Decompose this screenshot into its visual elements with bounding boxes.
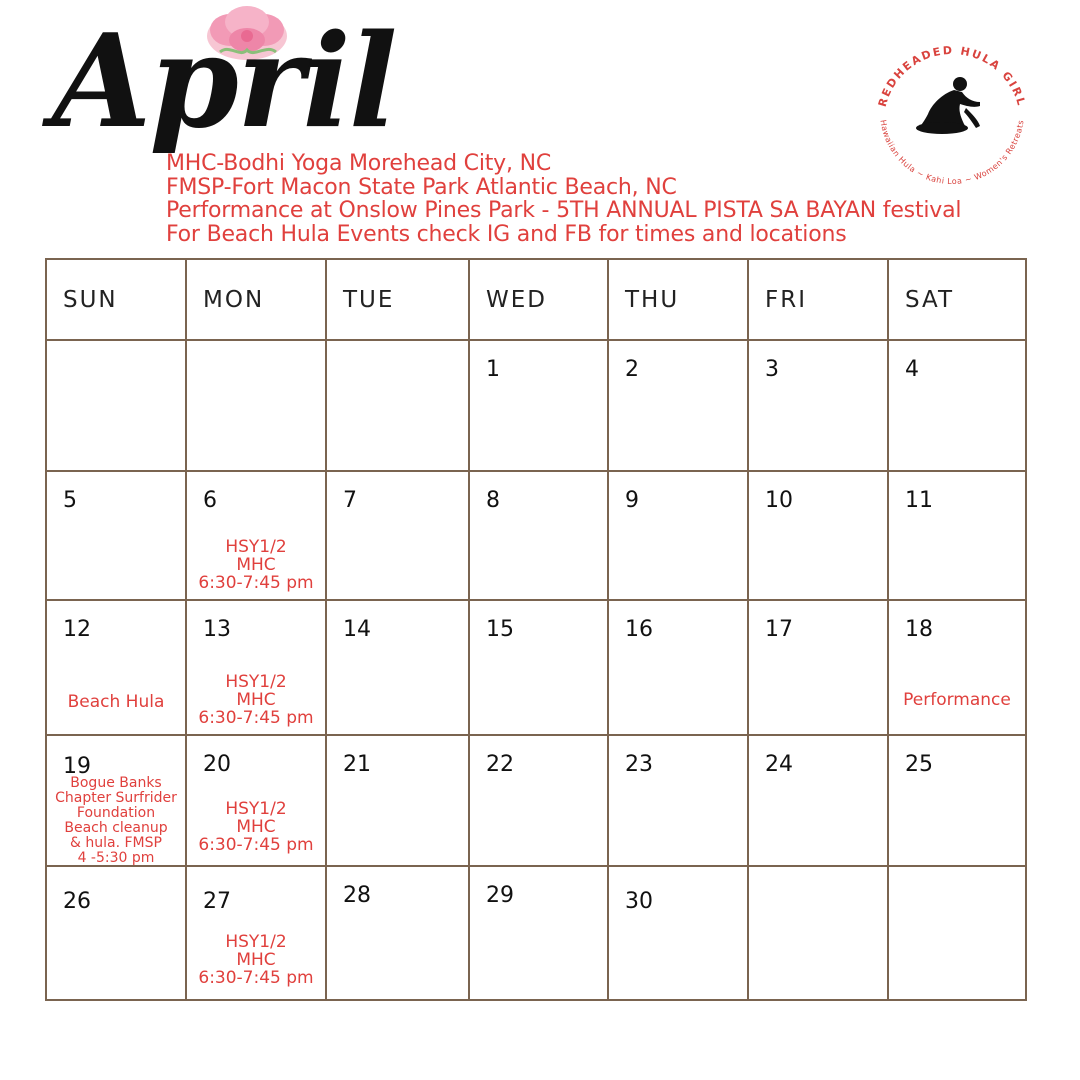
day-cell (186, 600, 326, 735)
weekday-label: TUE (326, 259, 469, 340)
day-cell (608, 340, 748, 471)
day-cell (326, 735, 469, 866)
day-cell (46, 735, 186, 866)
day-cell (888, 866, 1026, 1000)
month-title: April (52, 7, 396, 157)
day-cell (46, 866, 186, 1000)
weekday-label: SUN (46, 259, 186, 340)
day-number: 5 (63, 488, 77, 513)
day-number: 4 (905, 357, 919, 382)
day-cell (186, 735, 326, 866)
day-number: 11 (905, 488, 933, 513)
week-row (46, 735, 1026, 866)
weekday-label: THU (608, 259, 748, 340)
day-number: 15 (486, 617, 514, 642)
day-cell (326, 340, 469, 471)
day-number: 3 (765, 357, 779, 382)
weekday-label: MON (186, 259, 326, 340)
day-number: 25 (905, 752, 933, 777)
day-number: 14 (343, 617, 371, 642)
day-number: 13 (203, 617, 231, 642)
event-text: HSY1/2 MHC 6:30-7:45 pm (198, 672, 314, 728)
day-number: 20 (203, 752, 231, 777)
note-line: For Beach Hula Events check IG and FB for times and locations (166, 221, 847, 247)
logo-top-text: REDHEADED HULA GIRL (875, 43, 1029, 109)
day-number: 16 (625, 617, 653, 642)
day-cell (326, 600, 469, 735)
hula-dancer-icon (916, 77, 980, 134)
event-text: Performance (903, 690, 1011, 710)
day-number: 9 (625, 488, 639, 513)
logo-bottom-text: Hawaiian Hula ~ Kahi Loa ~ Women's Retreats (878, 119, 1026, 187)
day-number: 2 (625, 357, 639, 382)
event-text: HSY1/2 MHC 6:30-7:45 pm (198, 799, 314, 855)
day-number: 28 (343, 883, 371, 908)
day-cell (608, 866, 748, 1000)
day-cell (46, 600, 186, 735)
day-number: 10 (765, 488, 793, 513)
day-number: 23 (625, 752, 653, 777)
day-number: 24 (765, 752, 793, 777)
day-cell (326, 471, 469, 600)
note-line: MHC-Bodhi Yoga Morehead City, NC (166, 151, 552, 176)
day-number: 21 (343, 752, 371, 777)
day-cell (46, 340, 186, 471)
event-text: HSY1/2 MHC 6:30-7:45 pm (198, 537, 314, 593)
day-number: 18 (905, 617, 933, 642)
day-cell (469, 471, 608, 600)
day-number: 1 (486, 357, 500, 382)
week-row (46, 866, 1026, 1000)
day-cell (748, 600, 888, 735)
event-text: Beach Hula (67, 692, 165, 712)
event-text: HSY1/2 MHC 6:30-7:45 pm (198, 932, 314, 988)
day-number: 8 (486, 488, 500, 513)
day-number: 19 (63, 754, 91, 779)
day-cell (748, 866, 888, 1000)
weekday-label: WED (469, 259, 608, 340)
day-number: 26 (63, 889, 91, 914)
weekday-header-row (46, 259, 1026, 340)
day-cell (186, 471, 326, 600)
day-cell (888, 340, 1026, 471)
day-number: 6 (203, 488, 217, 513)
day-cell (469, 600, 608, 735)
day-cell (46, 471, 186, 600)
day-number: 27 (203, 889, 231, 914)
day-cell (888, 735, 1026, 866)
day-cell (469, 735, 608, 866)
day-number: 22 (486, 752, 514, 777)
day-cell (748, 471, 888, 600)
day-number: 7 (343, 488, 357, 513)
week-row (46, 600, 1026, 735)
day-cell (469, 866, 608, 1000)
day-cell (888, 600, 1026, 735)
day-cell (608, 735, 748, 866)
day-cell (469, 340, 608, 471)
week-row (46, 340, 1026, 471)
note-line: FMSP-Fort Macon State Park Atlantic Beach, NC (166, 174, 677, 200)
day-cell (186, 866, 326, 1000)
weekday-label: SAT (888, 259, 1026, 340)
day-cell (608, 600, 748, 735)
legend-notes (166, 152, 961, 246)
day-cell (748, 735, 888, 866)
weekday-label: FRI (748, 259, 888, 340)
day-cell (608, 471, 748, 600)
calendar-grid (45, 258, 1027, 1001)
brand-logo (862, 42, 1042, 200)
day-cell (748, 340, 888, 471)
day-number: 17 (765, 617, 793, 642)
note-line: Performance at Onslow Pines Park - 5TH ANNUAL PISTA SA BAYAN festival (166, 198, 962, 223)
day-cell (888, 471, 1026, 600)
event-text: Bogue Banks Chapter Surfrider Foundation Beach cleanup & hula. FMSP 4 -5:30 pm (55, 775, 177, 866)
day-cell (186, 340, 326, 471)
week-row (46, 471, 1026, 600)
day-number: 30 (625, 889, 653, 914)
day-number: 29 (486, 883, 514, 908)
day-cell (326, 866, 469, 1000)
day-number: 12 (63, 617, 91, 642)
